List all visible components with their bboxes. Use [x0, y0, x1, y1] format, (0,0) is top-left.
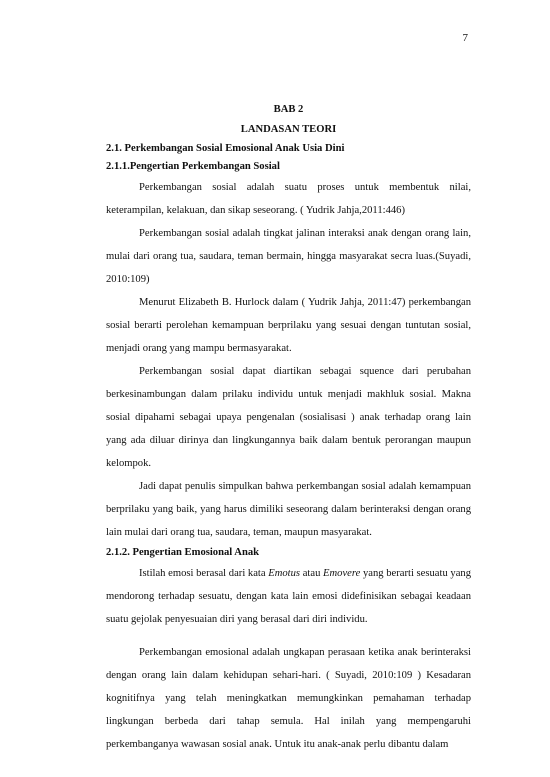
- chapter-number: BAB 2: [273, 104, 304, 115]
- text-run: Istilah emosi berasal dari kata: [139, 568, 269, 579]
- paragraph: Perkembangan sosial dapat diartikan sebagai squence dari perubahan berkesinambungan dalam prilaku individu untuk menjadi makhluk sosial. Makna sosial dipahami sebagai upaya pengenalan (sosialisasi ) anak terhadap orang lain yang ada diluar dirinya dan lingkungannya baik dalam bentuk perorangan maupun kelompok.: [106, 366, 471, 469]
- paragraph: Perkembangan sosial adalah tingkat jalinan interaksi anak dengan orang lain, mulai dari orang tua, saudara, teman bermain, hingga masyarakat secra luas.(Suyadi, 2010:109): [106, 228, 471, 285]
- page-number: 7: [462, 32, 468, 44]
- subsection-heading: 2.1.2. Pengertian Emosional Anak: [106, 547, 260, 558]
- paragraph-emosi: [106, 562, 471, 631]
- paragraph-gap: [106, 631, 471, 641]
- paragraph: Menurut Elizabeth B. Hurlock dalam ( Yudrik Jahja, 2011:47) perkembangan sosial berarti perolehan kemampuan berprilaku yang sesuai dengan tuntutan sosial, menjadi orang yang mampu bermasyarakat.: [106, 297, 471, 354]
- paragraph: Perkembangan sosial adalah suatu proses untuk membentuk nilai, keterampilan, kelakuan, dan sikap seseorang. ( Yudrik Jahja,2011:446): [106, 182, 471, 216]
- paragraph: Perkembangan emosional adalah ungkapan perasaan ketika anak berinteraksi dengan orang lain dalam kehidupan sehari-hari. ( Suyadi, 2010:109 ) Kesadaran kognitifnya yang telah meningkatkan memungkinkan pemahaman terhadap lingkungan berbeda dari tahap semula. Hal inilah yang mempengaruhi perkembanganya wawasan sosial anak. Untuk itu anak-anak perlu dibantu dalam: [106, 647, 471, 750]
- section-heading: 2.1. Perkembangan Sosial Emosional Anak Usia Dini: [106, 143, 345, 154]
- text-run: atau: [300, 568, 324, 579]
- paragraph: Jadi dapat penulis simpulkan bahwa perkembangan sosial adalah kemampuan berprilaku yang baik, yang harus dimiliki seseorang dalam berinteraksi dengan orang lain mulai dari orang tua, saudara, teman, maupun masyarakat.: [106, 481, 471, 538]
- text-run: yang berarti sesuatu yang mendorong terhadap sesuatu, dengan kata lain emosi didefinisikan sebagai keadaan suatu gejolak penyesuaian diri yang berasal dari diri individu.: [106, 568, 472, 625]
- subsection-heading: 2.1.1.Pengertian Perkembangan Sosial: [106, 161, 280, 172]
- chapter-title: LANDASAN TEORI: [240, 124, 337, 135]
- italic-term: Emovere: [323, 568, 361, 579]
- italic-term: Emotus: [268, 568, 301, 579]
- page-body: [106, 100, 471, 756]
